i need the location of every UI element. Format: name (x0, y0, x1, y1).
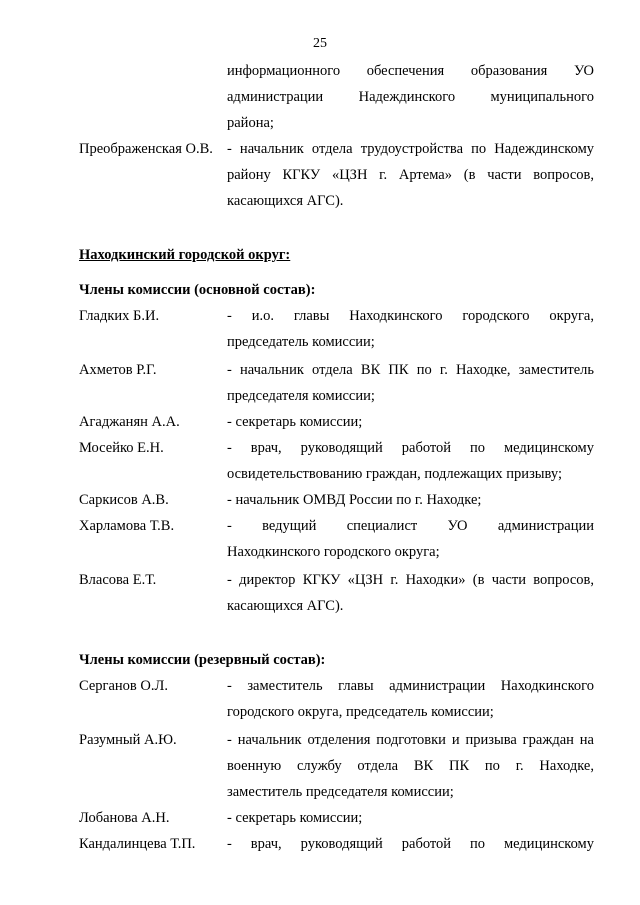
description-line: района; (227, 115, 274, 131)
member-name: Гладких Б.И. (79, 308, 160, 324)
reserve-section-heading: Члены комиссии (резервный состав): (79, 652, 326, 668)
description-line: - начальник ОМВД России по г. Находке; (227, 492, 482, 508)
member-description (227, 58, 594, 136)
description-line: администрации Надеждинского муниципального (227, 89, 594, 105)
member-name: Серганов О.Л. (79, 678, 168, 694)
description-line: касающихся АГС). (227, 598, 344, 614)
member-entry (79, 357, 594, 409)
member-name: Разумный А.Ю. (79, 732, 177, 748)
description-line: председатель комиссии; (227, 334, 375, 350)
description-line: председателя комиссии; (227, 388, 375, 404)
member-entry (79, 136, 594, 214)
member-entry (79, 567, 594, 619)
member-name: Кандалинцева Т.П. (79, 836, 196, 852)
description-line: - врач, руководящий работой по медицинскому (227, 836, 594, 852)
description-line: Находкинского городского округа; (227, 544, 440, 560)
member-description (227, 303, 594, 355)
description-line: городского округа, председатель комиссии; (227, 704, 494, 720)
description-line: - врач, руководящий работой по медицинскому (227, 440, 594, 456)
member-description (227, 727, 594, 805)
member-entry (79, 673, 594, 725)
member-description (227, 487, 594, 513)
description-line: - ведущий специалист УО администрации (227, 518, 594, 534)
description-line: - заместитель главы администрации Находкинского (227, 678, 594, 694)
intro-entry (79, 58, 594, 136)
member-name: Власова Е.Т. (79, 572, 157, 588)
member-name: Ахметов Р.Г. (79, 362, 157, 378)
member-description (227, 435, 594, 487)
member-entry (79, 435, 594, 487)
member-description (227, 357, 594, 409)
description-line: освидетельствованию граждан, подлежащих призыву; (227, 466, 562, 482)
page-number: 25 (313, 36, 327, 51)
member-name: Мосейко Е.Н. (79, 440, 164, 456)
member-entry (79, 727, 594, 805)
description-line: - начальник отделения подготовки и призыва граждан на (227, 732, 594, 748)
member-description (227, 673, 594, 725)
description-line: заместитель председателя комиссии; (227, 784, 454, 800)
description-line: - секретарь комиссии; (227, 810, 363, 826)
member-description (227, 409, 594, 435)
member-description (227, 567, 594, 619)
member-name: Преображенская О.В. (79, 141, 213, 157)
member-name: Агаджанян А.А. (79, 414, 180, 430)
description-line: информационного обеспечения образования УО (227, 63, 594, 79)
document-body (79, 58, 594, 857)
region-heading: Находкинский городской округ: (79, 247, 291, 263)
description-line: - директор КГКУ «ЦЗН г. Находки» (в части вопросов, (227, 572, 594, 588)
member-name: Лобанова А.Н. (79, 810, 170, 826)
member-name: Саркисов А.В. (79, 492, 169, 508)
member-entry (79, 409, 594, 435)
member-entry (79, 831, 594, 857)
member-name: Харламова Т.В. (79, 518, 175, 534)
description-line: - секретарь комиссии; (227, 414, 363, 430)
description-line: району КГКУ «ЦЗН г. Артема» (в части вопросов, (227, 167, 594, 183)
description-line: - начальник отдела ВК ПК по г. Находке, заместитель (227, 362, 594, 378)
member-description (227, 136, 594, 214)
description-line: военную службу отдела ВК ПК по г. Находке, (227, 758, 594, 774)
description-line: - и.о. главы Находкинского городского округа, (227, 308, 594, 324)
description-line: - начальник отдела трудоустройства по Надеждинскому (227, 141, 594, 157)
main-section-heading: Члены комиссии (основной состав): (79, 282, 316, 298)
member-entry (79, 303, 594, 355)
member-description (227, 513, 594, 565)
member-description (227, 831, 594, 857)
member-entry (79, 487, 594, 513)
member-entry (79, 513, 594, 565)
member-description (227, 805, 594, 831)
member-entry (79, 805, 594, 831)
description-line: касающихся АГС). (227, 193, 344, 209)
